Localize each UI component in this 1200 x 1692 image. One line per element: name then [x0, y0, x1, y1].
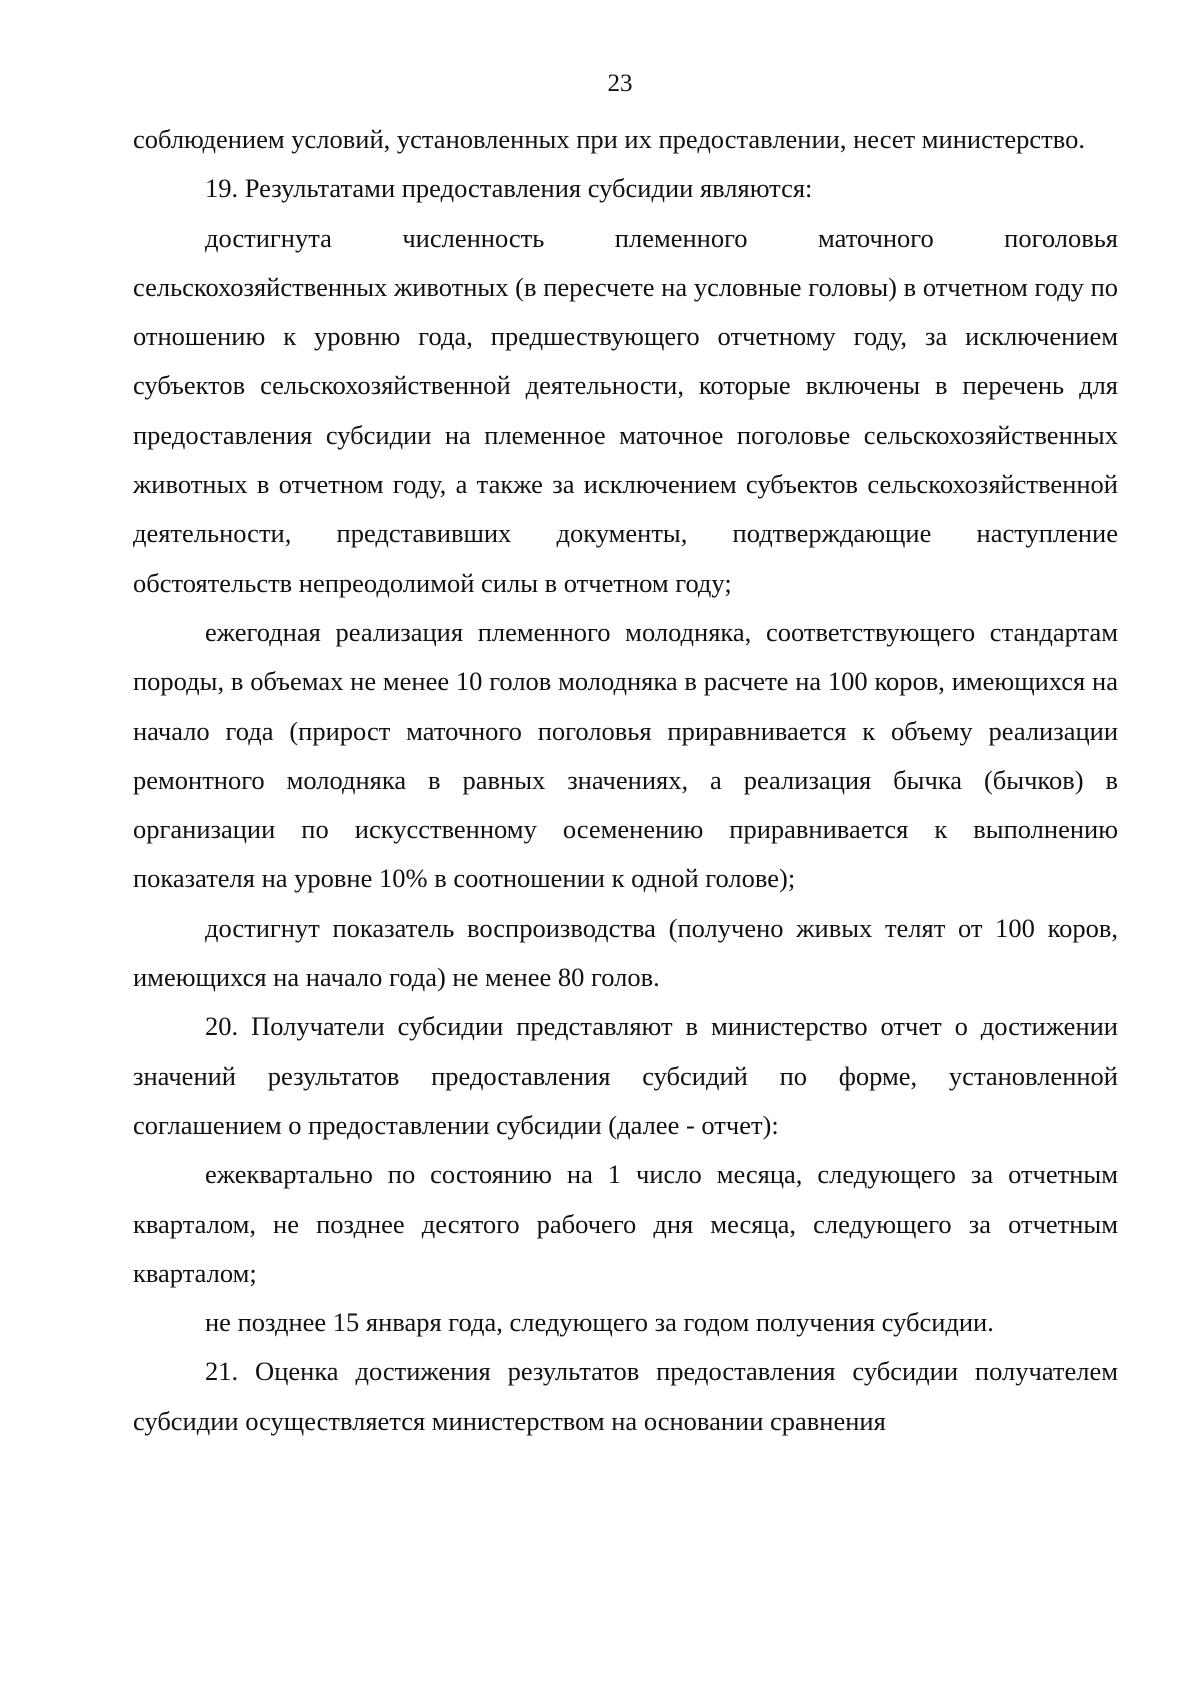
paragraph-item-20: 20. Получатели субсидии представляют в министерство отчет о достижении значений результатов предоставления субсидий по форме, установленной соглашением о предоставлении субсидии (далее - отчет):	[133, 1011, 1118, 1140]
document-body	[133, 115, 1118, 1446]
page-number: 23	[607, 70, 633, 97]
paragraph-continuation: соблюдением условий, установленных при их предоставлении, несет министерство.	[133, 124, 1085, 154]
paragraph-item-21: 21. Оценка достижения результатов предоставления субсидии получателем субсидии осуществляется министерством на основании сравнения	[133, 1356, 1118, 1436]
paragraph-result-livestock: достигнута численность племенного маточного поголовья сельскохозяйственных животных (в пересчете на условные головы) в отчетном году по отношению к уровню года, предшествующего отчетному году, за исключением субъектов сельскохозяйственной деятельности, которые включены в перечень для предоставления субсидии на племенное маточное поголовье сельскохозяйственных животных в отчетном году, а также за исключением субъектов сельскохозяйственной деятельности, представивших документы, подтверждающие наступление обстоятельств непреодолимой силы в отчетном году;	[133, 222, 1118, 598]
paragraph-annual-report: не позднее 15 января года, следующего за годом получения субсидии.	[205, 1307, 994, 1338]
paragraph-result-reproduction: достигнут показатель воспроизводства (получено живых телят от 100 коров, имеющихся на начало года) не менее 80 голов.	[133, 912, 1118, 993]
paragraph-item-19: 19. Результатами предоставления субсидии являются:	[205, 173, 813, 204]
paragraph-result-young-stock: ежегодная реализация племенного молодняка, соответствующего стандартам породы, в объемах не менее 10 голов молодняка в расчете на 100 коров, имеющихся на начало года (прирост маточного поголовья приравнивается к объему реализации ремонтного молодняка в равных значениях, а реализация бычка (бычков) в организации по искусственному осеменению приравнивается к выполнению показателя на уровне 10% в соотношении к одной голове);	[133, 616, 1118, 894]
paragraph-quarterly-report: ежеквартально по состоянию на 1 число месяца, следующего за отчетным кварталом, не позднее десятого рабочего дня месяца, следующего за отчетным кварталом;	[133, 1159, 1118, 1288]
